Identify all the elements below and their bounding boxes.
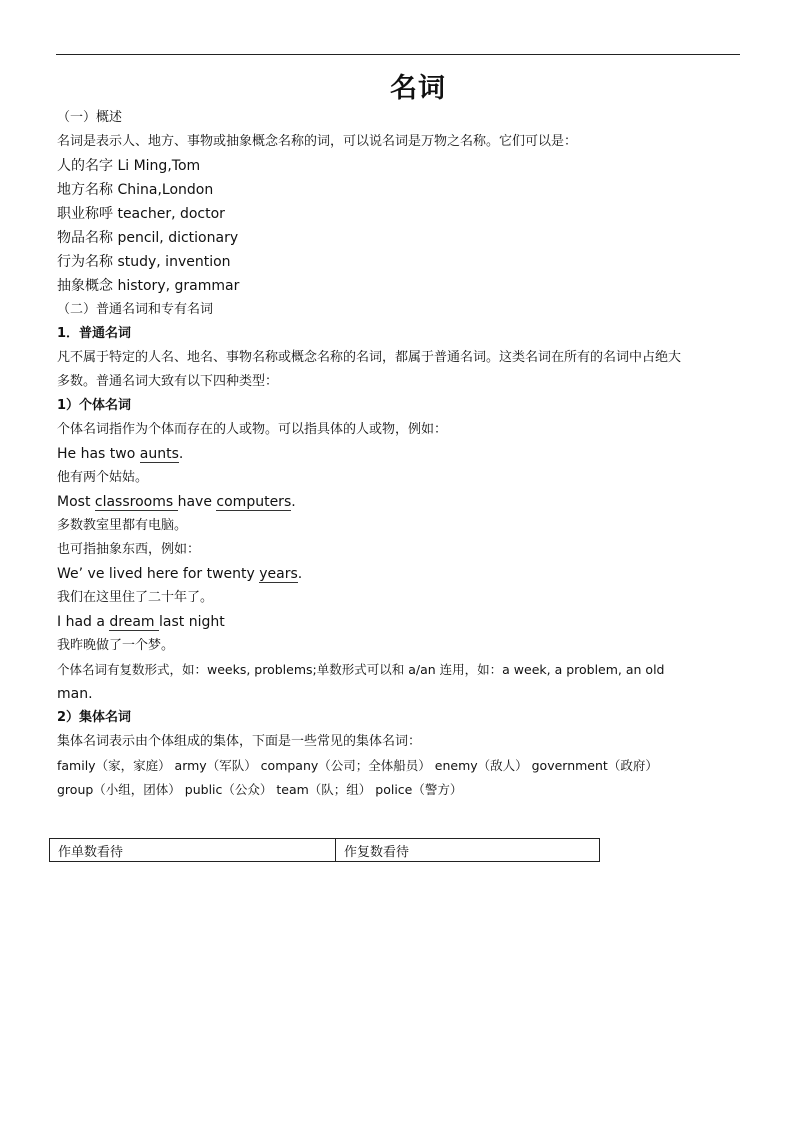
underlined-word: dream — [109, 614, 160, 630]
header-rule — [56, 54, 740, 55]
example-text: . — [297, 566, 303, 582]
singular-plural-table — [49, 838, 600, 862]
underlined-word: computers — [216, 494, 292, 510]
underlined-word: classrooms — [94, 494, 178, 510]
underlined-word: aunts — [139, 446, 179, 462]
example-line: 地方名称 China,London — [57, 182, 214, 198]
paragraph: 个体名词有复数形式，如：weeks, problems;单数形式可以和 a/an 连用，如：a week, a problem, an old — [57, 662, 665, 677]
section-heading-common-proper: （二）普通名词和专有名词 — [57, 302, 214, 317]
example-line: 抽象概念 history, grammar — [57, 278, 240, 294]
table-header-singular: 作单数看待 — [50, 839, 336, 862]
example-line: 物品名称 pencil, dictionary — [57, 230, 239, 246]
paragraph: 集体名词表示由个体组成的集体，下面是一些常见的集体名词： — [57, 734, 422, 749]
subheading-common-nouns: 1．普通名词 — [57, 326, 132, 341]
english-example — [57, 562, 737, 586]
example-text: We’ ve lived here for twenty — [57, 566, 260, 582]
table-header-plural: 作复数看待 — [336, 839, 600, 862]
english-example — [57, 442, 737, 466]
subheading-individual-nouns: 1）个体名词 — [57, 398, 132, 413]
example-text: . — [178, 446, 184, 462]
chinese-translation: 我昨晚做了一个梦。 — [57, 638, 175, 653]
example-line: 职业称呼 teacher, doctor — [57, 206, 225, 222]
word-list: group（小组，团体） public（公众） team（队；组） police（警方） — [57, 782, 463, 797]
underlined-word: years — [259, 566, 298, 582]
example-line: 行为名称 study, invention — [57, 254, 231, 270]
example-text: He has two — [57, 446, 140, 462]
paragraph: 也可指抽象东西，例如： — [57, 542, 201, 557]
section-heading-overview: （一）概述 — [57, 110, 123, 125]
chinese-translation: 多数教室里都有电脑。 — [57, 518, 188, 533]
example-line: 人的名字 Li Ming,Tom — [57, 158, 201, 174]
paragraph: 个体名词指作为个体而存在的人或物。可以指具体的人或物，例如： — [57, 422, 448, 437]
subheading-collective-nouns: 2）集体名词 — [57, 710, 132, 725]
chinese-translation: 他有两个姑姑。 — [57, 470, 149, 485]
example-text: I had a — [57, 614, 110, 630]
paragraph: 多数。普通名词大致有以下四种类型： — [57, 374, 279, 389]
example-text: . — [291, 494, 296, 510]
example-text: have — [177, 494, 217, 510]
word-list: family（家，家庭） army（军队） company（公司；全体船员） enemy（敌人） government（政府） — [57, 758, 658, 773]
paragraph: 凡不属于特定的人名、地名、事物名称或概念名称的名词，都属于普通名词。这类名词在所有的名词中占绝大 — [57, 350, 682, 365]
page-title: 名词 — [390, 73, 446, 104]
paragraph: 名词是表示人、地方、事物或抽象概念名称的词，可以说名词是万物之名称。它们可以是： — [57, 134, 578, 149]
paragraph: man. — [57, 686, 93, 702]
english-example — [57, 610, 737, 634]
example-text: Most — [57, 494, 95, 510]
table-row — [50, 839, 600, 862]
document-body — [57, 106, 737, 802]
chinese-translation: 我们在这里住了二十年了。 — [57, 590, 214, 605]
english-example — [57, 490, 737, 514]
example-text: last night — [159, 614, 225, 630]
